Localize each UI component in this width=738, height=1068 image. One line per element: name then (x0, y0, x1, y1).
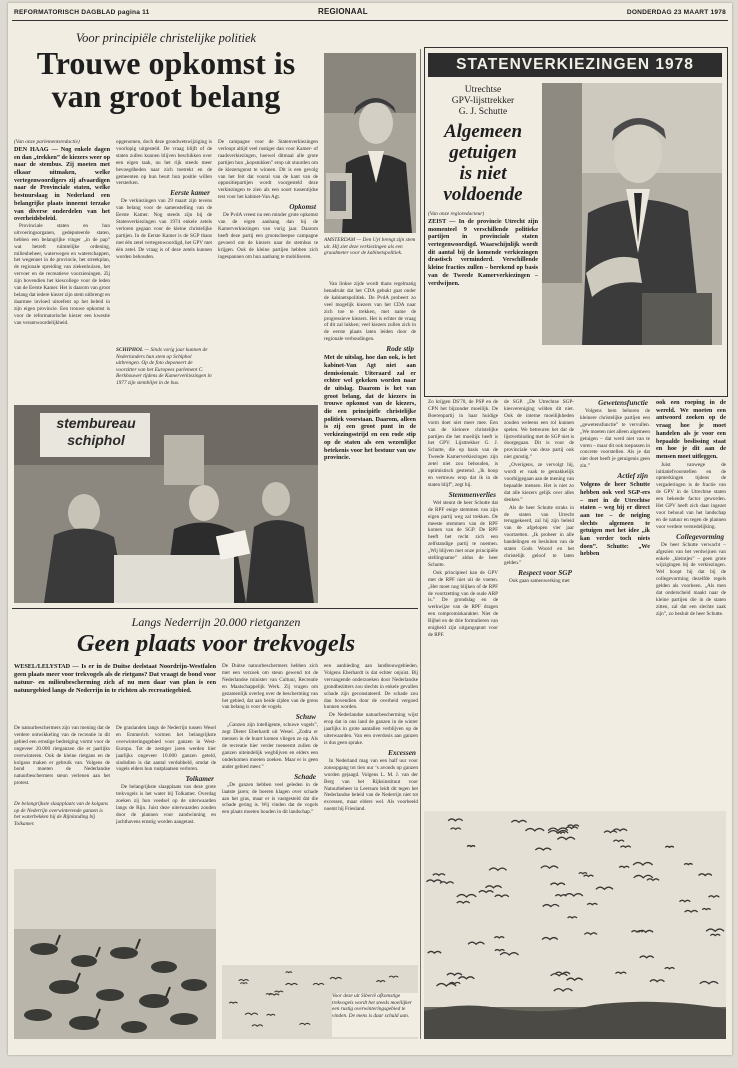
article3-dateline: ZEIST — (428, 217, 456, 225)
geese-ground-image (14, 869, 216, 1039)
tolkamer-photo-caption: De belangrijkste slaapplaats van de kolgans op de Nederrijn overwinterende ganzen is het waterbekken bij de Rijnlanding bij Tolkamer. (14, 801, 109, 827)
article2-subhead-schade: Schade (294, 771, 316, 781)
flying-goose-silhouette (579, 873, 587, 874)
article3-col1-text3: Ook principieel kan de GPV met de RPF niet uit de voeten. „Het moet nog blijken of de RPF de voortzetting van de oude ARP is.” De grondslag en de werkwijze van de RPF dragen een compromiskarakter. Niet de Bijbel en de drie formulieren van enigheid zijn uitgangspunt voor de RPF. (428, 569, 498, 638)
article1-headline-line1: Trouwe opkomst is (36, 45, 296, 81)
article2-subhead-excessen: Excessen (388, 747, 416, 757)
article2-col4-text2: De Nederlandse natuurbescherming wijst erop dat in ons land de ganzen in de winter jaarlijks in grote aantallen verblijven op de uiterwaarden. Van een overdosis aan ganzen is dus geen sprake. (324, 712, 418, 746)
article2-headline: Geen plaats voor trekvogels (76, 630, 356, 657)
header-left: REFORMATORISCH DAGBLAD pagina 11 (14, 9, 150, 16)
article2-col4-text: een aanbieding aan landbouwgebieden. Volgens Eberhardt is dat echter onjuist. Bij vervangende onderzoeken door Nederlandse grondbezitters zou slechts in enkele gevallen schade zijn geconstateerd. De schade zou dan bovendien door de overheid vergoed kunnen worden. (324, 663, 418, 711)
article1-kicker: Voor principiële christelijke politiek (75, 31, 257, 45)
article1-intro: Nog enkele dagen en dan „trekken” de kiezers weer op naar de stembus. Zij moeten met elkaar uitmaken, welke vertegenwoordigers zij afvaardigen naar de Provinciale staten, welke bestuurslaag in Nederland een belangrijke plaats inneemt terzake van diverse onderdelen van het overheidsbeleid. (14, 145, 110, 223)
article1-rode-stip-text: Met de uitslag, hoe dan ook, is het kabinet-Van Agt niet aan demissionair. Uiteraard zal er echter wel gekeken worden naar de uitslag. Daarom is het van groot belang, dat de kiezers in trouwe opkomst van de kiezers, die een principiële christelijke politiek voorstaan. Daarom, alleen is zij een groot punt in de verkiezingsstrijd en een rode stip op de staten als een wezenlijke betekenis voor het bestuur van uw provincie. (324, 354, 416, 462)
article3-col4-text: ook een roeping in de wereld. We moeten een antwoord zoeken op de vraag hoe je moet handelen als je voor een bepaalde beslissing staat en hoe je dit aan de mensen moet uitleggen. (656, 399, 726, 460)
schiphol-caption-label: SCHIPHOL (116, 347, 144, 353)
article1-subhead-eerste-kamer: Eerste kamer (170, 188, 210, 198)
article3-col2-text3: Als de heer Schutte straks in de staten van Utrecht teruggekeerd, zal hij zijn beleid van de afgelopen vier jaar voortzetten. „Ik probeer in alle handelingen en besluiten van de staten Gods Woord en het christelijk geloof te laten gelden.” (504, 504, 574, 566)
statenverkiezingen-banner: STATENVERKIEZINGEN 1978 (428, 53, 722, 77)
flying-goose-silhouette (266, 994, 272, 995)
article3-headline (428, 121, 538, 205)
article2-col3-text3: „De ganzen hebben veel geleden in de laatste jaren; de boeren klagen over schade aan het gras, maar er is vastgesteld dat die schade gering is. Wij vinden dat de vogels een plaats moeten houden in dit landschap.” (222, 781, 318, 816)
article2-col1-text: De natuurbeschermers zijn van mening dat de verdere ontwikkeling van de recreatie in dit gebied een ernstige bedreiging vormt voor de ongeveer 20.000 rietganzen die er jaarlijks overwinteren. Ook de kleine rietgans en de kolgans maken er gebruik van. Volgens de bond moeten de Nederlandse natuurbeschermers steun verlenen aan het protest. (14, 725, 110, 787)
article1-headline-line2: van groot belang (51, 77, 281, 114)
article2-col3-text: De Duitse natuurbeschermers hebben zich met een verzoek om steun gewend tot de Nederlandse minister van Cultuur, Recreatie en Maatschappelijk Werk. Zij vragen om gezamenlijk overleg over de bescherming van het gebied, dat aan beide zijden van de grens van belang is voor de vogels. (222, 663, 318, 711)
article3-column-1 (428, 399, 498, 805)
article2-intro: Is er in de Duitse deelstaat Noordrijn-Westfalen geen plaats meer voor trekvogels als de rietgans? Dat vraagt de bond voor natuur- en milieubescherming zich af nu men daar van plan is een natuurgebied langs de Nederrijn in te richten als recreatiegebied. (14, 663, 216, 694)
header-center: REGIONAAL (318, 7, 368, 16)
article3-col3-text: Volgens hem behoren de kleinere christelijke partijen een „gewetensfunctie” te vervullen. „We moeten niet alleen algemeen getuigen – dat werd niet van te voren – maar dit ook toepassen in concrete voorstellen. Als je dat niet doet heeft je getuigenis geen zin.” (580, 408, 650, 470)
geese-ground-photo (14, 869, 216, 1039)
flying-goose-silhouette (286, 972, 292, 973)
article3-column-3 (580, 399, 650, 805)
stembureau-sign (44, 415, 148, 449)
schiphol-photo (14, 405, 318, 603)
article2-col2-text2: De belangrijkste slaapplaats van deze grote trekvogels is het water bij Tolkamer. Overdag zoeken zij hun voedsel op de uiterwaarden langs de Rijn. Juist deze uiterwaarden zouden door de plannen voor zandwinning en jachthavens ernstig worden aangetast. (116, 784, 216, 825)
geese-caption: Voor deze uit Siberië afkomstige trekvogels wordt het steeds moeilijker een rustig overwinteringsgebied te vinden. De mens is daar schuld aan. (332, 993, 418, 1037)
article3-subhead-actief-zijn: Actief zijn (617, 471, 648, 481)
article3-byline: (Van onze regioredacteur) (428, 211, 485, 217)
article3-kicker-line1: Utrechtse (464, 85, 502, 95)
article3-kicker (428, 85, 538, 118)
article3-col3-text2: Volgens de heer Schutte hebben ook veel SGP-ers – met in de Utrechtse staten – weg bij er direct aan toe – de neiging slechts algemeen te getuigen met het idee „ik kan verder toch niets doen”. Schutte: „We hebben (580, 481, 650, 558)
article3-column-2 (504, 399, 574, 805)
article3-col4-text2: Juist vanwege de initiatiefvoorstellen en de opmerkingen tijdens de vergaderingen is de fractie van de GPV in de Utrechtse staten een bekende factor geworden. Het GPV heeft zich daar ingezet voor behoud van het landschap en de natuur en tegen de plannen voor verdere verstedelijking. (656, 461, 726, 530)
article3-headline-line1: Algemeen (443, 121, 523, 142)
article3-headline-line4: voldoende (443, 184, 523, 205)
schutte-photo (542, 83, 722, 345)
article2-col4-text3: In Nederland mag van een half uur voor zonsopgang tot tien uur ‘s avonds op ganzen worden gejaagd. Volgens L. M. J. van der Berg van het Rijksinstituut voor Natuurbeheer in Leersum leidt dit tegen het Nederlandse beleid van de Nederrijn niet tot excessen, maar elders wel. Als voorbeeld noemt hij Friesland. (324, 757, 418, 813)
column-divider (420, 49, 421, 1039)
article1-col3-text2: De PvdA vreest nu een minder grote opkomst van de eigen aanhang dan bij de Kamerverkiezingen van vorig jaar. Daarom heeft deze partij een grootscheepse campagne gevoerd om de kiezers naar de stembus te krijgen. Ook de kleine partijen hebben zich ingespannen om hun aanhang te mobiliseren. (218, 212, 318, 260)
article3-column-4 (656, 399, 726, 805)
den-uyl-photo-image (324, 53, 416, 233)
article2-lead: WESEL/LELYSTAD — Is er in de Duitse deelstaat Noordrijn-Westfalen geen plaats meer voor trekvogels als de rietgans? Dat vraagt de bond voor natuur- en milieubescherming zich af nu men daar van plan is een natuurgebied langs de Nederrijn in te richten als recreatiegebied. (14, 663, 216, 694)
article3-headline-line3: is niet (459, 163, 507, 184)
article2-column-4 (324, 663, 418, 963)
article3-kicker-line2: GPV-lijsttrekker (451, 96, 515, 106)
article3-subhead-stemmenverlies: Stemmenverlies (448, 489, 496, 499)
article1-column-2 (116, 139, 212, 339)
article2-kicker: Langs Nederrijn 20.000 rietganzen (131, 615, 301, 629)
flying-geese-image (424, 811, 726, 1039)
article3-col2-text4: Ook gaan samenwerking met (509, 577, 570, 584)
article1-subhead-opkomst: Opkomst (289, 202, 316, 212)
article1-column-3 (218, 139, 318, 401)
header-right: DONDERDAG 23 MAART 1978 (626, 9, 726, 16)
schutte-photo-image (542, 83, 722, 345)
article1-dateline: DEN HAAG — (14, 145, 58, 153)
article1-column-4 (324, 281, 416, 493)
article1-col2-text2: De verkiezingen van 29 maart zijn tevens van belang voor de samenstelling van de Eerste Kamer. Nog steeds zijn bij de Statenverkiezingen van 1974 enkele zetels verloren gegaan voor de kleine christelijke partijen. In de Eerste Kamer is de SGP thans met één zetel vertegenwoordigd, het GPV met één zetel. De vraag is of deze zetels kunnen worden behouden. (116, 198, 212, 260)
article2-column-2 (116, 725, 216, 865)
den-uyl-photo (324, 53, 416, 233)
stembureau-sign-line1: stembureau (56, 415, 136, 431)
article3-col2-text: de SGP. „De Utrechtse SGP-kiesvereniging wilden dit niet. Ook de interne moeilijkheden zouden weleens een rol kunnen spelen. We betreuren het dat de lijstverbinding met de SGP niet is doorgegaan. Dit is voor de provinciale van deze partij ook niet gunstig.” (504, 399, 574, 461)
article3-headline-line2: getuigen (449, 142, 517, 163)
schiphol-caption-text: — Sinds vorig jaar kunnen de Nederlanders hun stem op Schiphol uitbrengen. Op de foto deponeert de voorzitter van het Europees parlement C. Berkhouwer tijdens de Kamerverkiezingen in 1977 zijn stembiljet in de bus. (116, 347, 212, 386)
article2-subhead-schuw: Schuw (295, 712, 316, 722)
article1-column-1 (14, 139, 110, 399)
article1-byline: (Van onze parlementsredactie) (14, 139, 80, 145)
article3-subhead-respect-voor-sgp: Respect voor SGP (518, 567, 572, 577)
newspaper-page (8, 3, 732, 1055)
article3-col1-text2: Wel steunt de heer Schutte dat de RPF enige stemmen van zijn eigen partij weg zal trekken. De meeste stemmen van de RPF komen van de SGP. De RPF heeft het recht zich een zelfstandige partij te noemen. „Wij blijven met onze principiële stellingname” aldus de heer Schutte. (428, 499, 498, 568)
schiphol-caption (116, 347, 212, 403)
article2-column-1 (14, 725, 110, 797)
article1-col3-text: De campagne voor de Statenverkiezingen verloopt altijd veel rustiger dan voor Kamer- of raadsverkiezingen, hoewel ditmaal alle grote partijen hun „kopstukken” erop uit stuurden om de kiezersgunst te winnen. Dit is een gevolg van het feit dat vooral van de kant van de oppositiepartijen wordt voorgesteld deze verkiezingen te zien als een soort tussentijdse test voor het kabinet-Van Agt. (218, 139, 318, 201)
article1-col2-text: opgenomen, doch deze grondwetswijziging is voorlopig uitgesteld. De vraag blijft of de staten zullen kunnen blijven beschikken over een eigen taak, nu het rijk steeds meer bevoegdheden naar zich toetrekt en de gemeenten op hun beurt hun positie willen versterken. (116, 139, 212, 187)
flying-geese-photo (424, 811, 726, 1039)
article3-subhead-gewetensfunctie: Gewetensfunctie (598, 399, 648, 407)
article1-col1-text: Provinciale staten en hun uitvoeringsorganen, gedeputeerde staten, hebben een belangrijke vinger „in de pap” wat betreft ruimtelijke ordening, milieubeheer, waterwegen en waterschappen, het wegennet in de provincie, het streekplan, de regionale spreiding van ziekenhuizen, het vervoer en de recreatieve voorzieningen. Zij zijn bovendien het kiescollege voor de leden van de Eerste Kamer. Het is daarom van groot belang dat iedere kiezer zijn stem uitbrengt en daarmee invloed uitoefent op het beleid in zijn eigen provincie. Een trouwe opkomst is voor de reformatorische kiezer een kwestie van verantwoordelijkheid. (14, 222, 110, 326)
article1-subhead-rode-stip: Rode stip (386, 344, 414, 354)
article1-right-col-text: Van linkse zijde wordt thans regelmatig benadrukt dat het CDA gebukt gaat onder de kabinetspolitiek. De PvdA probeert zo veel mogelijk kiezers van het CDA naar zich toe te trekken, met name de progressieve kiezers. Het is echter de vraag of dit zal lukken; veel kiezers zullen zich in de eerste plaats laten leiden door de regionale verhoudingen. (324, 281, 416, 343)
article2-subhead-tolkamer: Tolkamer (185, 774, 214, 784)
stembureau-sign-line2: schiphol (67, 432, 125, 448)
amsterdam-caption: AMSTERDAM — Den Uyl brengt zijn stem uit. Hij ziet deze verkiezingen als een graadmeter voor de kabinetspolitiek. (324, 237, 416, 257)
article1-headline (14, 47, 318, 112)
header-rule (12, 20, 728, 21)
article3-subhead-collegevorming: Collegevorming (676, 531, 724, 541)
article3-col2-text2: „Overigens, ze vervolgt hij, wordt er vaak te gemakkelijk voorbijgegaan aan de mening van bepaalde mensen. Het is niet zo dat alle kiezers gelijk over alles denken.” (504, 462, 574, 503)
article2-col2-text: De graslanden langs de Nederrijn tussen Wesel en Emmerich vormen het belangrijkste overwinteringsgebied voor ganzen in West-Europa. Tot de zestiger jaren werden hier jaarlijks ongeveer 10.000 ganzen geteld, sindsdien is dat aantal verdubbeld, omdat de vogels elders hun rustplaatsen verloren. (116, 725, 216, 773)
article3-col1-text: Zo krijgen DS'70, de PSP en de CPN het bijzonder moeilijk. De Boerenpartij in haar huidige vorm doet niet meer mee. Een van de kleinere christelijke partijen die het moeilijk heeft is het GPV. Lijsttrekker G. J. Schutte, die op basis van de Tweede Kamerverkiezingen zijn zetel niet zou behouden, is optimistisch gestemd. „Ik hoop en vertrouw erop dat ik in de staten blijf”, zegt hij. (428, 399, 498, 488)
article3-kicker-line3: G. J. Schutte (458, 107, 508, 117)
article3-lead (428, 211, 538, 391)
article3-intro: In de provincie Utrecht zijn momenteel 9 verschillende politieke partijen in provinciale staten vertegenwoordigd. Waarschijnlijk wordt dit aantal bij de komende verkiezingen drastisch verminderd. Verschillende kleine fracties zullen – berekend op basis van de Tweede Kamerverkiezingen – verdwijnen. (428, 217, 538, 287)
article2-col3-text2: „Ganzen zijn intelligente, schuwe vogels”, zegt Dieter Eberhardt uit Wesel. „Zodra er mensen in de buurt komen vliegen ze op. Als de recreatie hier verder toeneemt zullen de ganzen uiteindelijk wegblijven en elders een onderkomen moeten zoeken. Maar er is geen ander gebied meer.” (222, 722, 318, 770)
article-separator (12, 608, 418, 609)
article3-col4-text3: De heer Schutte verwacht – afgezien van het verdwijnen van enkele „kleintjes” – geen grote wijzigingen bij de verkiezingen. Wel hoopt hij dat bij de collegevorming dezelfde regels gelden als voorheen. „Als men dat onderscheid maakt naar de kleine partijen die in de staten zitten, zal dat een slechte zaak zijn”, zo besluit de heer Schutte. (656, 541, 726, 617)
article2-dateline: WESEL/LELYSTAD (14, 663, 71, 670)
flying-goose-silhouette (467, 846, 475, 847)
